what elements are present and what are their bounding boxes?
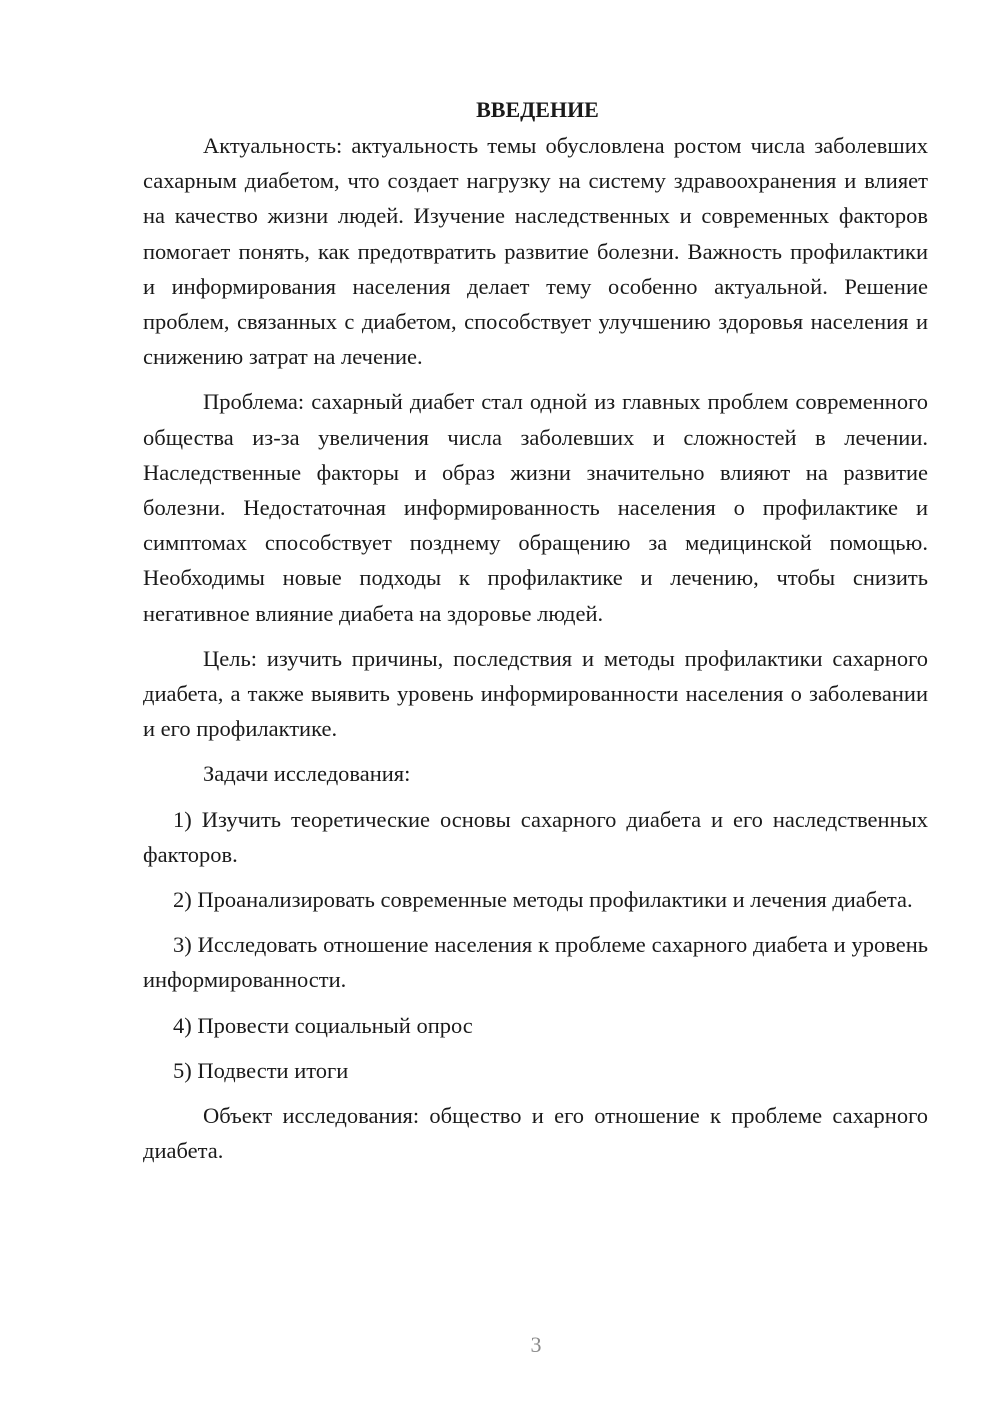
task-item: 1) Изучить теоретические основы сахарного диабета и его наследственных факторов. bbox=[143, 806, 928, 867]
section-title: ВВЕДЕНИЕ bbox=[476, 97, 599, 122]
page-number: 3 bbox=[530, 1332, 542, 1357]
task-item: 4) Провести социальный опрос bbox=[173, 1012, 473, 1038]
paragraph-relevance: Актуальность: актуальность темы обусловлена ростом числа заболевших сахарным диабетом, что создает нагрузку на систему здравоохранения и влияет на качество жизни людей. Изучение наследственных и современных факторов помогает понять, как предотвратить развитие болезни. Важность профилактики и информирования населения делает тему особенно актуальной. Решение проблем, связанных с диабетом, способствует улучшению здоровья населения и снижению затрат на лечение. bbox=[143, 133, 928, 370]
task-item: 3) Исследовать отношение населения к проблеме сахарного диабета и уровень информированности. bbox=[143, 932, 928, 993]
task-item: 2) Проанализировать современные методы профилактики и лечения диабета. bbox=[173, 887, 913, 913]
paragraph-problem: Проблема: сахарный диабет стал одной из главных проблем современного общества из-за увеличения числа заболевших и сложностей в лечении. Наследственные факторы и образ жизни значительно влияют на развитие болезни. Недостаточная информированность населения о профилактике и симптомах способствует позднему обращению за медицинской помощью. Необходимы новые подходы к профилактике и лечению, чтобы снизить негативное влияние диабета на здоровье людей. bbox=[143, 389, 928, 626]
task-item: 5) Подвести итоги bbox=[173, 1057, 349, 1083]
paragraph-goal: Цель: изучить причины, последствия и методы профилактики сахарного диабета, а также выявить уровень информированности населения о заболевании и его профилактике. bbox=[143, 645, 928, 742]
paragraph-object: Объект исследования: общество и его отношение к проблеме сахарного диабета. bbox=[143, 1103, 928, 1164]
document-page bbox=[143, 92, 928, 1168]
tasks-heading: Задачи исследования: bbox=[203, 761, 411, 787]
